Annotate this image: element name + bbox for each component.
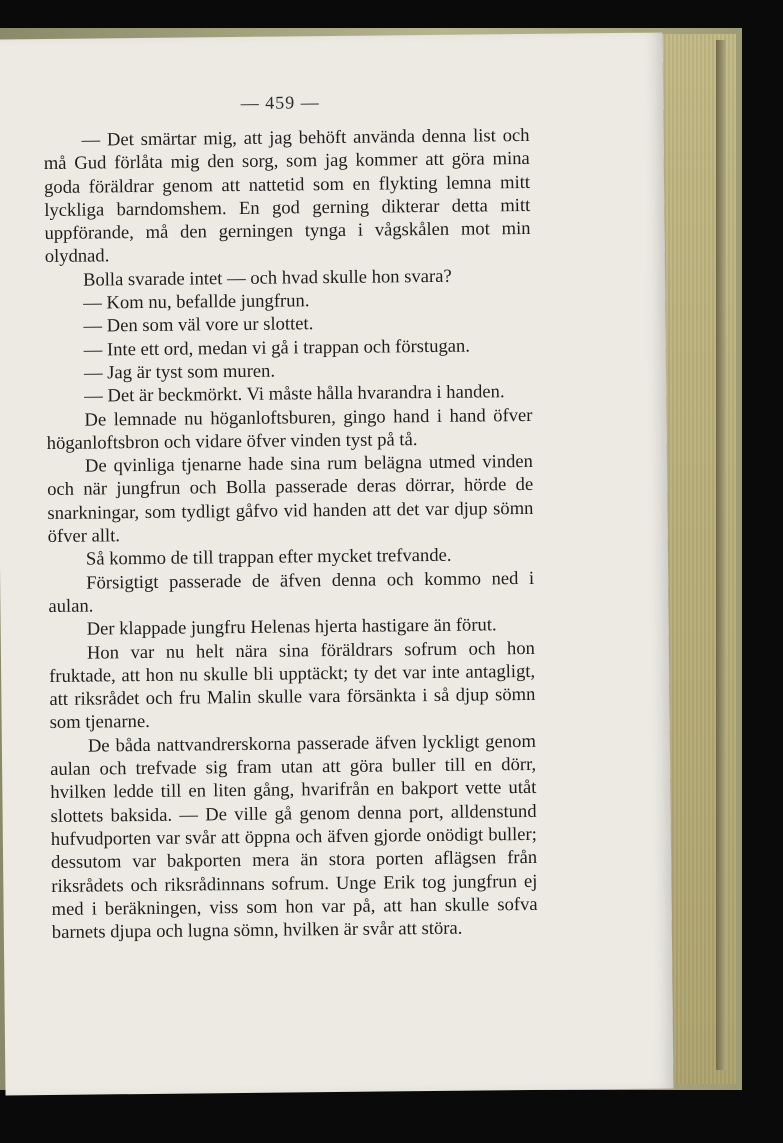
paragraph: — Den som väl vore ur slottet. (83, 313, 314, 337)
paragraph: De lemnade nu höganloftsburen, gingo hand i hand öfver höganloftsbron och vidare öfver vinden tyst på tå. (46, 404, 533, 454)
paragraph: — Det är beckmörkt. Vi måste hålla hvarandra i handen. (84, 381, 505, 407)
book-page (0, 33, 674, 1096)
paragraph: Der klappade jungfru Helenas hjerta hastigare än förut. (86, 614, 497, 640)
paragraph: — Jag är tyst som muren. (83, 360, 276, 384)
paragraph: Så kommo de till trappan efter mycket trefvande. (85, 545, 452, 570)
paragraph: — Kom nu, befallde jungfrun. (83, 290, 310, 314)
paragraph: Hon var nu helt nära sina föräldrars sofrum och hon fruktade, att hon nu skulle bli upptäckt; ty det var inte antagligt, att riksrådet och fru Malin skulle vara försänkta i så djup sömn som tjenarne. (49, 637, 536, 734)
paragraph: — Det smärtar mig, att jag behöft använda denna list och må Gud förlåta mig den sorg, som jag kommer att göra mina goda föräldrar genom att nattetid som en flykting lemna mitt lyckliga barndomshem. En god gerning dikterar detta mitt uppförande, må den gerningen tynga i vågskålen mot min olydnad. (43, 124, 531, 268)
paragraph: De båda nattvandrerskorna passerade äfven lyckligt genom aulan och trefvade sig fram utan att göra buller till en dörr, hvilken ledde till en liten gång, hvarifrån en bakport vette utåt slottets baksida. — De ville gå genom denna port, alldenstund hufvudporten var svår att öppna och äfven gjorde onödigt buller; dessutom var bakporten mera än stora porten aflägsen från riksrådets och riksrådinnans sofrum. Unge Erik tog jungfrun ej med i beräkningen, viss som hon var på, att han skulle sofva barnets djupa och lugna sömn, hvilken är svår att störa. (50, 730, 538, 944)
book-spine-edge (716, 40, 726, 1070)
paragraph: Bolla svarade intet — och hvad skulle hon svara? (82, 265, 452, 291)
paragraph: — Inte ett ord, medan vi gå i trappan och förstugan. (83, 335, 471, 361)
body-text (43, 124, 538, 944)
paragraph: Försigtigt passerade de äfven denna och kommo ned i aulan. (48, 567, 535, 617)
page-number: — 459 — (240, 92, 320, 113)
paragraph: De qvinliga tjenarne hade sina rum belägna utmed vinden och när jungfrun och Bolla passerade deras dörrar, hörde de snarkningar, som tydligt gåfvo vid handen att det var djup sömn öfver allt. (47, 451, 534, 548)
